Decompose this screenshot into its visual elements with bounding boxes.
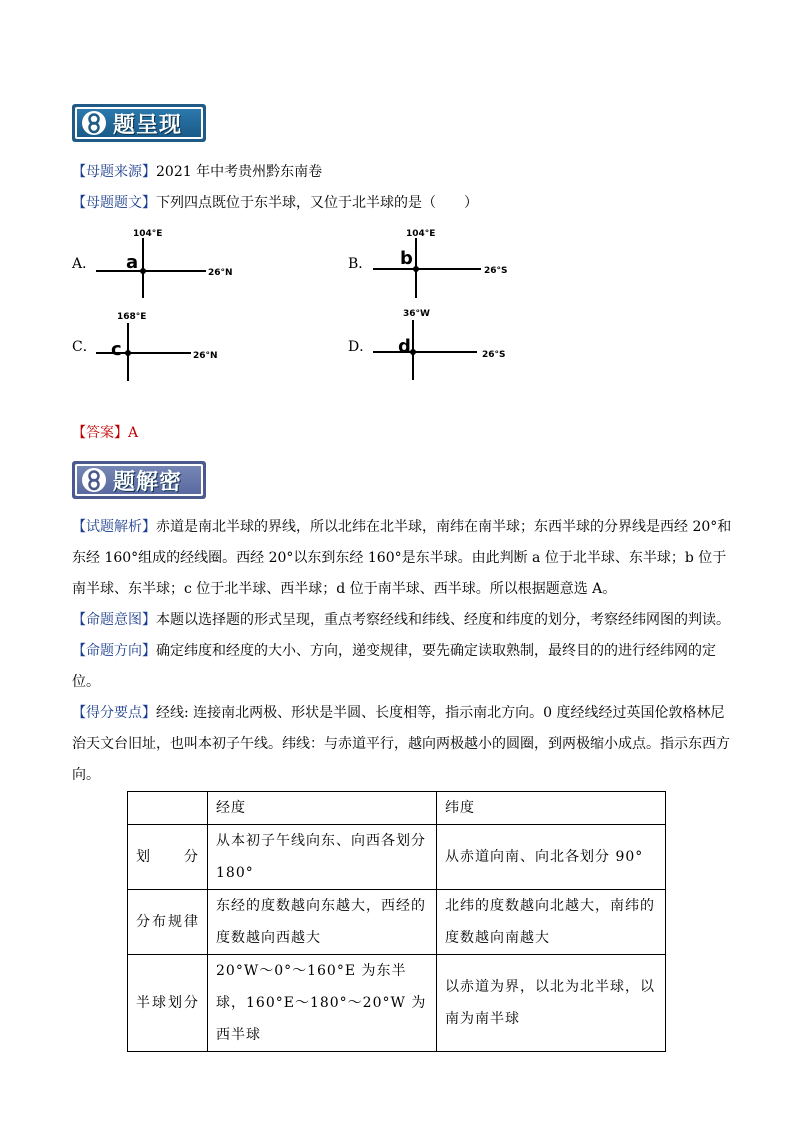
point-label: a (126, 252, 139, 273)
source-label: 【母题来源】 (72, 164, 156, 180)
table-header-cell (128, 792, 208, 825)
point-dot (413, 266, 419, 272)
longitude-label: 104°E (406, 229, 436, 239)
point-dot (410, 349, 416, 355)
option-b-label: B． (348, 256, 373, 272)
point-label: d (398, 336, 411, 357)
latitude-label: 26°S (484, 266, 508, 276)
question-label: 【母题题文】 (72, 195, 156, 211)
analysis-paragraph (72, 512, 732, 605)
table-row (128, 825, 666, 890)
table-cell: 从本初子午线向东、向西各划分 180° (208, 825, 437, 890)
point-label: b (400, 248, 413, 269)
direction-label: 【命题方向】 (72, 643, 156, 659)
intent-label: 【命题意图】 (72, 612, 156, 628)
latitude-label: 26°S (482, 350, 506, 360)
lat-long-table (127, 791, 666, 1052)
table-cell: 以赤道为界，以北为北半球，以南为南半球 (437, 955, 666, 1052)
table-header-cell: 经度 (208, 792, 437, 825)
latitude-label: 26°N (193, 351, 218, 361)
longitude-label: 104°E (133, 229, 163, 239)
table-header-row (128, 792, 666, 825)
direction-paragraph (72, 636, 732, 698)
answer-value: A (128, 425, 139, 441)
option-a-label: A． (72, 256, 97, 272)
diagram-b (373, 229, 508, 298)
source-text: 2021 年中考贵州黔东南卷 (156, 164, 323, 180)
table-row-head: 分布规律 (128, 890, 208, 955)
intent-text: 本题以选择题的形式呈现，重点考察经线和纬线、经度和纬度的划分，考察经纬网图的判读。 (156, 612, 730, 628)
diagram-d (373, 309, 506, 380)
answer-line (72, 418, 732, 449)
table-cell: 20°W～0°～160°E 为东半球，160°E～180°～20°W 为西半球 (208, 955, 437, 1052)
point-label: c (111, 339, 122, 360)
table-cell: 从赤道向南、向北各划分 90° (437, 825, 666, 890)
table-cell: 东经的度数越向东越大，西经的度数越向西越大 (208, 890, 437, 955)
diagram-a (96, 229, 233, 298)
answer-label: 【答案】 (72, 425, 128, 441)
points-paragraph (72, 698, 732, 791)
latitude-label: 26°N (208, 268, 233, 278)
table-row-head: 划分 (128, 825, 208, 890)
option-c-label: C． (72, 339, 97, 355)
option-d-label: D． (348, 339, 374, 355)
table-row (128, 955, 666, 1052)
table-row (128, 890, 666, 955)
table-header-cell: 纬度 (437, 792, 666, 825)
table-row-head: 半球划分 (128, 955, 208, 1052)
point-dot (140, 268, 146, 274)
banner-title: 题解密 (113, 469, 183, 495)
direction-text: 确定纬度和经度的大小、方向，递变规律，要先确定读取熟制，最终目的的进行经纬网的定位。 (72, 643, 716, 690)
longitude-label: 36°W (403, 309, 430, 319)
points-text: 经线: 连接南北两极、形状是半圆、长度相等，指示南北方向。0 度经线经过英国伦敦格林尼治天文台旧址，也叫本初子午线。纬线：与赤道平行，越向两极越小的圆圈，到两极缩小成点。指示东西方向。 (72, 705, 730, 783)
intent-paragraph (72, 605, 732, 636)
diagram-c (96, 312, 218, 381)
banner-title: 题呈现 (113, 112, 183, 138)
analysis-label: 【试题解析】 (72, 519, 156, 535)
logo-icon (81, 467, 107, 493)
points-label: 【得分要点】 (72, 705, 156, 721)
table-cell: 北纬的度数越向北越大，南纬的度数越向南越大 (437, 890, 666, 955)
longitude-label: 168°E (117, 312, 147, 322)
section-banner-analysis (72, 461, 206, 499)
analysis-text: 赤道是南北半球的界线，所以北纬在北半球，南纬在南半球；东西半球的分界线是西经 20°和东经 160°组成的经线圈。西经 20°以东到东经 160°是东半球。由此判断 a 位于北半球、东半球；b 位于南半球、东半球；c 位于北半球、西半球；d 位于南半球、西半球。所以根据题意选 A。 (72, 519, 732, 597)
question-text: 下列四点既位于东半球，又位于北半球的是（ ） (156, 195, 478, 211)
point-dot (125, 350, 131, 356)
latlong-diagrams (0, 0, 794, 400)
